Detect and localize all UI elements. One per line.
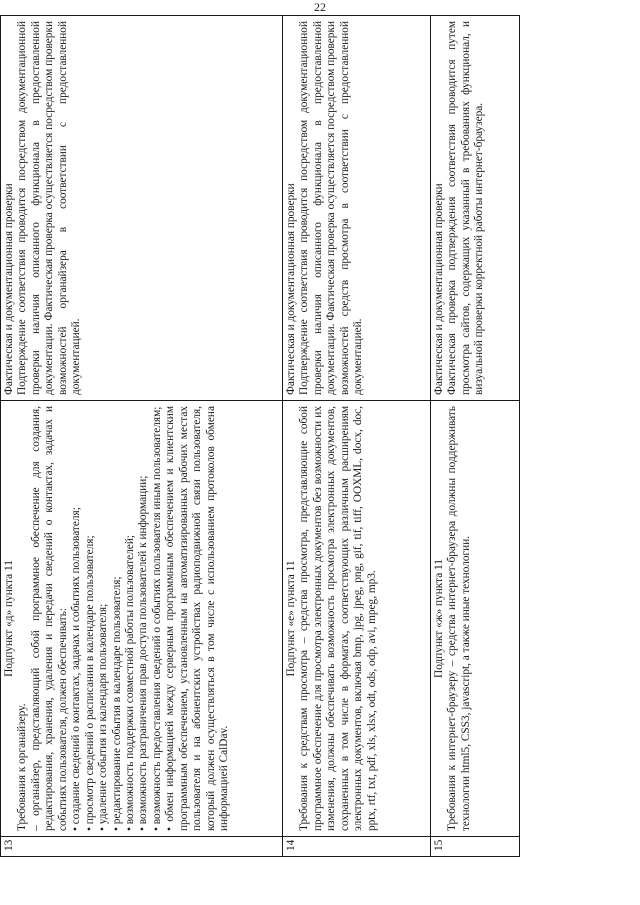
verification-title: Фактическая и документационная проверки bbox=[285, 183, 297, 395]
verification-text: Фактическая проверка подтверждения соответствия проводится путем просмотра сайтов, содержащих указанный в требованиях функционал, и визуальной проверки корректной работы интернет-браузера. bbox=[446, 21, 486, 395]
requirement-cell bbox=[1, 401, 283, 837]
page-number: 22 bbox=[314, 0, 326, 14]
list-item: • просмотр сведений о расписании в календаре пользователя; bbox=[84, 406, 97, 831]
verification-cell bbox=[1, 16, 283, 401]
verification-cell bbox=[431, 16, 520, 401]
requirement-cell bbox=[431, 401, 520, 837]
requirement-paragraph: Требования к средствам просмотра – средства просмотра, представляющие собой программное обеспечение для просмотра электронных документов без возможности их изменения, должны обеспечивать возможность просмотра электронных документов, сохраненных в том числе в форматах, соответствующих различным расширениям электронных документов, включая bmp, jpg, jpeg, png, gif, tif, tiff, OOXML, docx, doc, pptx, rtf, txt, pdf, xls, xlsx, odt, ods, odp, avi, mpeg, mp3. bbox=[298, 406, 378, 831]
verification-title: Фактическая и документационная проверки bbox=[433, 183, 445, 395]
table-row bbox=[283, 16, 431, 857]
list-item: • возможность предоставления сведений о событиях пользователя иным пользователям; bbox=[151, 406, 164, 831]
table-row bbox=[1, 16, 283, 857]
list-item: • удаление события из календаря пользователя; bbox=[97, 406, 110, 831]
table-row bbox=[431, 16, 520, 857]
row-number: 13 bbox=[1, 837, 283, 857]
list-item: • создание сведений о контактах, задачах и событиях пользователя; bbox=[70, 406, 83, 831]
row-number: 14 bbox=[283, 837, 431, 857]
requirement-paragraph: Требования к органайзеру. bbox=[16, 703, 29, 831]
verification-title: Фактическая и документационная проверки bbox=[3, 183, 15, 395]
requirement-heading: Подпункт «ж» пункта 11 bbox=[433, 559, 445, 678]
list-item: • возможность поддержки совместной работы пользователей; bbox=[124, 406, 137, 831]
requirement-paragraph: – органайзер, представляющий собой программное обеспечение для создания, редактирования, хранения, удаления и передачи сведений о контактах, задачах и событиях пользователя, должен обеспечивать: bbox=[29, 406, 69, 831]
row-number: 15 bbox=[431, 837, 520, 857]
verification-text: Подтверждение соответствия проводится посредством документационной проверки наличия описанного функционала в предоставленной документации. Фактическая проверка осуществляется посредством проверки возможностей органайзера в соответствии с предоставленной документацией. bbox=[16, 21, 83, 395]
requirement-paragraph: Требования к интернет-браузеру – средства интернет-браузера должны поддерживать технологии html5, CSS3, javascript, а также иные технологии. bbox=[446, 406, 472, 831]
requirement-heading: Подпункт «д» пункта 11 bbox=[3, 560, 15, 677]
verification-text: Подтверждение соответствия проводится посредством документационной проверки наличия описанного функционала в предоставленной документации. Фактическая проверка осуществляется посредством проверки возможностей средств просмотра в соответствии с предоставленной документацией. bbox=[298, 21, 365, 395]
verification-cell bbox=[283, 16, 431, 401]
list-item: • обмен информацией между серверным программным обеспечением и клиентским программным обеспечением, установленным на автоматизированных рабочих местах пользователя и на абонентских устройствах радиоподвижной связи пользователя, который должен осуществляться в том числе с использованием протоколов обмена информацией CalDav. bbox=[164, 406, 231, 831]
requirements-table-rotated bbox=[0, 15, 520, 857]
requirement-cell bbox=[283, 401, 431, 837]
requirement-list bbox=[70, 406, 231, 831]
list-item: • возможность разграничения прав доступа пользователей к информации; bbox=[137, 406, 150, 831]
requirement-heading: Подпункт «е» пункта 11 bbox=[285, 560, 297, 677]
requirements-table bbox=[0, 15, 520, 857]
list-item: • редактирование события в календаре пользователя; bbox=[111, 406, 124, 831]
